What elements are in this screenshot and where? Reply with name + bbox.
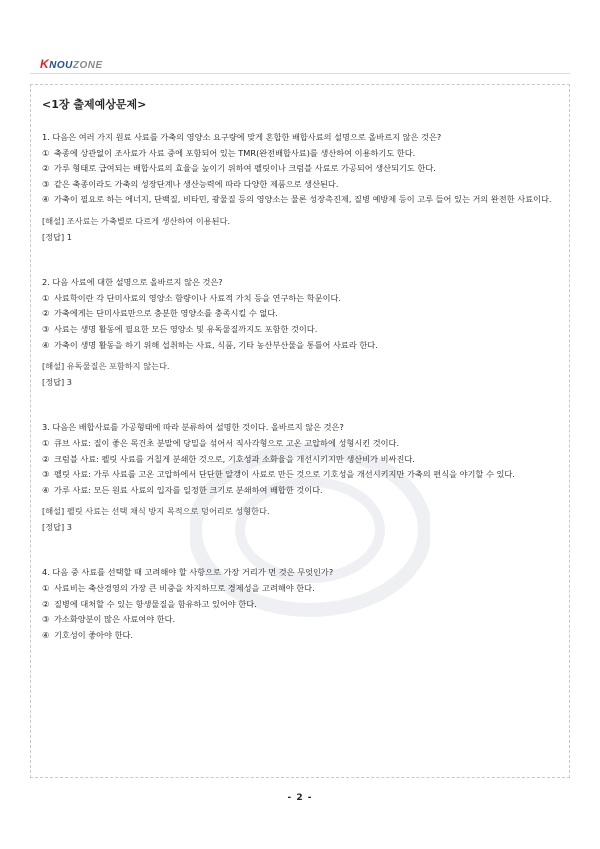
option-item xyxy=(42,192,562,208)
exam-content xyxy=(42,98,562,643)
option-item xyxy=(42,467,562,483)
option-item xyxy=(42,146,562,162)
option-mark: ④ xyxy=(42,339,50,350)
option-item xyxy=(42,177,562,193)
question-text: 2. 다음 사료에 대한 설명으로 올바르지 않은 것은? xyxy=(42,277,223,288)
option-text: 같은 축종이라도 가축의 성장단계나 생산능력에 따라 다양한 제품으로 생산된다. xyxy=(54,178,339,189)
option-mark: ③ xyxy=(42,178,50,189)
option-mark: ① xyxy=(42,292,50,303)
option-item xyxy=(42,436,562,452)
option-item xyxy=(42,452,562,468)
explanation-text: [해설] 유독물질은 포함하지 않는다. xyxy=(42,361,170,372)
explanation-text: [해설] 펠릿 사료는 선택 채식 방지 목적으로 덩어리로 성형한다. xyxy=(42,506,270,517)
header-divider xyxy=(30,73,570,74)
page-number: - 2 - xyxy=(287,793,313,803)
option-mark: ② xyxy=(42,308,50,319)
question-block xyxy=(42,275,562,390)
option-text: 크럼블 사료: 펠릿 사료를 거칠게 분쇄한 것으로, 기호성과 소화율을 개선시키지만 생산비가 비싸진다. xyxy=(54,453,415,464)
option-mark: ② xyxy=(42,598,50,609)
section-title: <1장 출제예상문제> xyxy=(42,98,147,111)
option-mark: ① xyxy=(42,147,50,158)
question-text: 4. 다음 중 사료를 선택할 때 고려해야 할 사항으로 가장 거리가 먼 것은 무엇인가? xyxy=(42,567,334,578)
option-text: 사료는 생명 활동에 필요한 모든 영양소 및 유독물질까지도 포함한 것이다. xyxy=(54,323,318,334)
option-mark: ① xyxy=(42,437,50,448)
option-item xyxy=(42,291,562,307)
option-text: 질병에 대처할 수 있는 항생물질을 함유하고 있어야 한다. xyxy=(54,598,257,609)
option-mark: ① xyxy=(42,583,50,594)
question-block xyxy=(42,420,562,535)
option-mark: ② xyxy=(42,163,50,174)
option-text: 가축에게는 단미사료만으로 충분한 영양소를 충족시킬 수 없다. xyxy=(54,308,278,319)
knouzone-logo: KNOUZONE xyxy=(40,57,103,71)
option-item xyxy=(42,322,562,338)
option-text: 가소화양분이 많은 사료여야 한다. xyxy=(54,614,176,625)
option-text: 사료학이란 각 단미사료의 영양소 함량이나 사료적 가치 등을 연구하는 학문이다. xyxy=(54,292,342,303)
option-mark: ④ xyxy=(42,484,50,495)
answer-text: [정답] 3 xyxy=(42,376,73,387)
question-text: 1. 다음은 여러 가지 원료 사료를 가축의 영양소 요구량에 맞게 혼합한 배합사료의 설명으로 올바르지 않은 것은? xyxy=(42,132,442,142)
option-item xyxy=(42,161,562,177)
option-text: 가루 형태로 급여되는 배합사료의 효율을 높이기 위하여 펠릿이나 크럼블 사료로 가공되어 생산되기도 한다. xyxy=(54,163,436,174)
option-mark: ③ xyxy=(42,469,50,480)
option-item xyxy=(42,597,562,613)
option-text: 가축이 필요로 하는 에너지, 단백질, 비타민, 광물질 등의 영양소는 물론 성장촉진제, 질병 예방제 등이 고루 들어 있는 거의 완전한 사료이다. xyxy=(54,194,552,205)
option-text: 가루 사료: 모든 원료 사료의 입자를 일정한 크기로 분쇄하여 배합한 것이다. xyxy=(54,484,323,495)
answer-text: [정답] 1 xyxy=(42,231,73,242)
question-block xyxy=(42,565,562,643)
question-block xyxy=(42,130,562,245)
option-text: 펠릿 사료: 가루 사료를 고온 고압하에서 단단한 알갱이 사료로 만든 것으로 기호성을 개선시키지만 가축의 편식을 야기할 수 있다. xyxy=(54,469,515,480)
option-item xyxy=(42,306,562,322)
option-item xyxy=(42,483,562,499)
option-text: 사료비는 축산경영의 가장 큰 비중을 차지하므로 경제성을 고려해야 한다. xyxy=(54,583,315,594)
option-item xyxy=(42,628,562,644)
option-mark: ③ xyxy=(42,614,50,625)
option-text: 기호성이 좋아야 한다. xyxy=(54,629,133,640)
option-mark: ② xyxy=(42,453,50,464)
option-mark: ④ xyxy=(42,194,50,205)
explanation-text: [해설] 조사료는 가축별로 다르게 생산하여 이용된다. xyxy=(42,215,231,226)
question-text: 3. 다음은 배합사료를 가공형태에 따라 분류하여 설명한 것이다. 올바르지 않은 것은? xyxy=(42,422,344,433)
option-text: 큐브 사료: 질이 좋은 목건초 분말에 당밀을 섞어서 직사각형으로 고온 고압하에 성형시킨 것이다. xyxy=(54,437,400,448)
option-text: 가축이 생명 활동을 하기 위해 섭취하는 사료, 식품, 기타 농산부산물을 통틀어 사료라 한다. xyxy=(54,339,378,350)
option-mark: ③ xyxy=(42,323,50,334)
option-item xyxy=(42,581,562,597)
option-mark: ④ xyxy=(42,629,50,640)
answer-text: [정답] 3 xyxy=(42,521,73,532)
option-item xyxy=(42,338,562,354)
option-text: 축종에 상관없이 조사료가 사료 중에 포함되어 있는 TMR(완전배합사료)를 생산하여 이용하기도 한다. xyxy=(54,147,416,158)
option-item xyxy=(42,612,562,628)
